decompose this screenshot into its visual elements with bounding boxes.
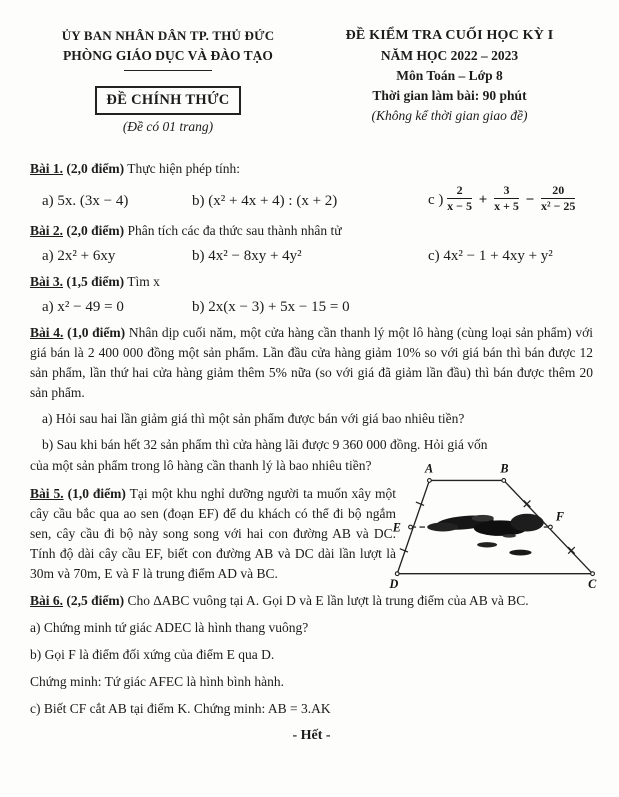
org-name-line1: ỦY BAN NHÂN DÂN TP. THỦ ĐỨC bbox=[61, 28, 275, 43]
exercise6-points: (2,5 điểm) bbox=[66, 593, 125, 608]
exercise3-item-b: b) 2x(x − 3) + 5x − 15 = 0 bbox=[192, 299, 350, 315]
exercise2-label: Bài 2. bbox=[30, 223, 64, 238]
fraction-3: $\frac{20}{\text{x² − 25}}$ bbox=[540, 183, 576, 213]
exercise1-title: Thực hiện phép tính: bbox=[127, 161, 240, 176]
official-exam-stamp: ĐỀ CHÍNH THỨC bbox=[95, 86, 240, 115]
exercise3-items bbox=[30, 297, 593, 317]
exercise4-intro: Nhân dịp cuối năm, một cửa hàng cần thanh lý một lô hàng (cùng loại sản phẩm) với giá bán là 2 400 000 đồng một sản phẩm. Lần đầu cửa hàng giảm 10% so với giá bán thì bán được 12 sản phẩm, lần thứ hai cửa hàng giảm thêm 5% nữa (so với giá đã giảm lần đầu) thì bán được thêm 20 sản phẩm. bbox=[30, 325, 593, 400]
exercise1-item-c bbox=[428, 183, 593, 215]
figure-label-f: F bbox=[555, 509, 565, 524]
exercise4-question-b-line1: b) Sau khi bán hết 32 sản phẩm thì cửa hàng lãi được 9 360 000 đồng. Hỏi giá vốn bbox=[42, 437, 488, 452]
exercise4-points: (1,0 điểm) bbox=[67, 325, 126, 340]
exam-body bbox=[30, 159, 597, 746]
exercise1-heading bbox=[30, 159, 593, 179]
exercise2-heading bbox=[30, 221, 593, 241]
figure-label-d: D bbox=[389, 577, 399, 592]
fraction-1: $\frac{2}{x - 5}$ bbox=[447, 183, 472, 213]
exercise4-question-b-rest: của một sản phẩm trong lô hàng cần thanh lý là bao nhiêu tiền? bbox=[30, 458, 372, 473]
exercise4-question-a: a) Hỏi sau hai lần giảm giá thì một sản phẩm được bán với giá bao nhiêu tiền? bbox=[42, 411, 465, 426]
exercise2-item-c: c) 4x² − 1 + 4xy + y² bbox=[428, 248, 553, 264]
exercise5-paragraph bbox=[30, 484, 396, 584]
exercise2-items bbox=[30, 246, 593, 266]
exercise1-item-b: b) (x² + 4x + 4) : (x + 2) bbox=[192, 192, 338, 209]
lotus-pond-blobs bbox=[427, 513, 544, 555]
page-count-note: (Đề có 01 trang) bbox=[122, 119, 214, 134]
exam-duration: Thời gian làm bài: 90 phút bbox=[372, 88, 527, 103]
subject-grade: Môn Toán – Lớp 8 bbox=[396, 68, 503, 83]
exercise1-item-c-label: c ) bbox=[428, 191, 444, 208]
exercise4-paragraph bbox=[30, 323, 593, 403]
exercise6-label: Bài 6. bbox=[30, 593, 64, 608]
end-marker: - Hết - bbox=[292, 728, 331, 743]
figure-label-e: E bbox=[392, 520, 401, 535]
exam-title: ĐỀ KIỂM TRA CUỐI HỌC KỲ I bbox=[345, 28, 554, 43]
figure-label-c: C bbox=[588, 577, 597, 592]
exercise1-items bbox=[30, 183, 593, 215]
exercise1-label: Bài 1. bbox=[30, 161, 64, 176]
fraction-2: $\frac{3}{x + 5}$ bbox=[494, 183, 519, 213]
exercise2-title: Phân tích các đa thức sau thành nhân tử bbox=[127, 223, 342, 238]
exercise2-points: (2,0 điểm) bbox=[66, 223, 125, 238]
exercise3-points: (1,5 điểm) bbox=[66, 274, 125, 289]
figure-label-a: A bbox=[424, 461, 434, 476]
exercise1-points: (2,0 điểm) bbox=[66, 161, 125, 176]
exercise5-label: Bài 5. bbox=[30, 486, 64, 501]
exercise6-intro: Cho ∆ABC vuông tại A. Gọi D và E lần lượt là trung điểm của AB và BC. bbox=[127, 593, 529, 608]
figure-label-b: B bbox=[500, 461, 509, 476]
trapezoid-svg bbox=[385, 456, 607, 594]
trapezoid-pond-figure bbox=[385, 456, 607, 594]
exercise3-title: Tìm x bbox=[127, 274, 160, 289]
exercise6-paragraph bbox=[30, 591, 593, 611]
exercise3-heading bbox=[30, 272, 593, 292]
exercise6-question-b: b) Gọi F là điểm đối xứng của điểm E qua D. bbox=[30, 647, 275, 662]
exercise2-item-a: a) 2x² + 6xy bbox=[42, 248, 116, 264]
exercise4-label: Bài 4. bbox=[30, 325, 64, 340]
exercise3-label: Bài 3. bbox=[30, 274, 64, 289]
operator-minus: − bbox=[525, 191, 535, 208]
header bbox=[30, 26, 593, 137]
exercise1-item-a: a) 5x. (3x − 4) bbox=[42, 192, 129, 209]
school-year: NĂM HỌC 2022 – 2023 bbox=[380, 48, 519, 63]
exercise5-points: (1,0 điểm) bbox=[67, 486, 126, 501]
header-left bbox=[30, 26, 306, 137]
exercise4-5-wrap-zone bbox=[30, 456, 597, 592]
exercise6-question-a: a) Chứng minh tứ giác ADEC là hình thang vuông? bbox=[30, 620, 309, 635]
exercise2-item-b: b) 4x² − 8xy + 4y² bbox=[192, 248, 302, 264]
exercise6-question-c: c) Biết CF cắt AB tại điểm K. Chứng minh: AB = 3.AK bbox=[30, 701, 331, 716]
org-name-line2: PHÒNG GIÁO DỤC VÀ ĐÀO TẠO bbox=[63, 48, 273, 63]
exercise5-text: Tại một khu nghỉ dưỡng người ta muốn xây một cây cầu bắc qua ao sen (đoạn EF) để du khách có thể đi bộ ngắm sen, cây cầu đi bộ này song song với hai con đường AB và DC. Tính độ dài cây cầu EF, biết con đường AB và DC dài lần lượt là 30m và 70m, E và F là trung điểm AD và BC. bbox=[30, 486, 397, 581]
header-right bbox=[306, 26, 593, 137]
exercise6-proof-line: Chứng minh: Tứ giác AFEC là hình bình hành. bbox=[30, 674, 285, 689]
exercise3-item-a: a) x² − 49 = 0 bbox=[42, 299, 124, 315]
duration-note: (Không kể thời gian giao đề) bbox=[371, 108, 528, 123]
operator-plus: + bbox=[478, 191, 488, 208]
